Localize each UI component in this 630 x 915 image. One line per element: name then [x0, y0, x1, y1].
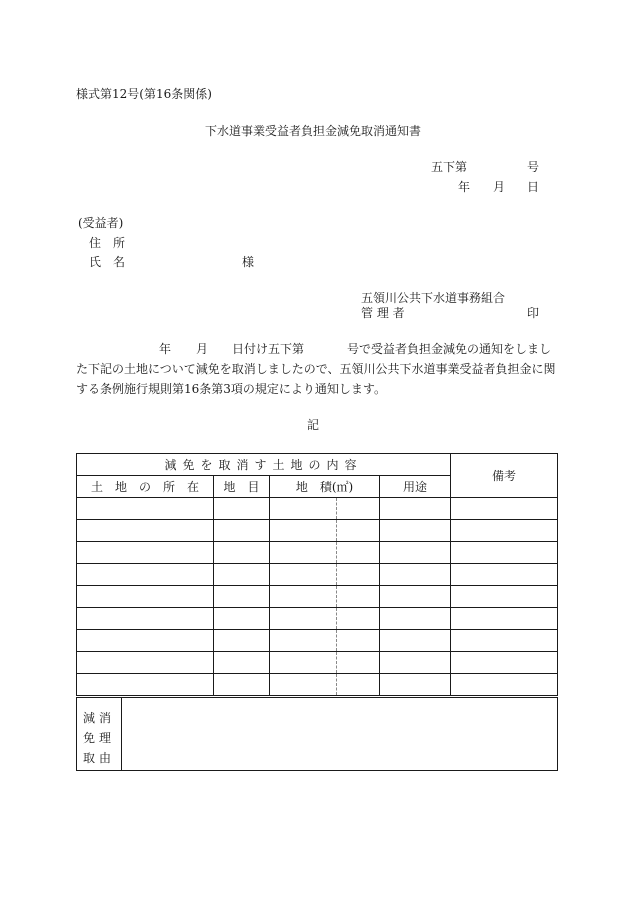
recipient-heading: (受益者) [78, 216, 124, 230]
land-table [76, 453, 558, 696]
name-label: 氏 名 [89, 255, 126, 269]
date-month: 月 [493, 180, 506, 194]
area-integer-cell[interactable] [270, 674, 337, 696]
land-category-cell[interactable] [214, 498, 270, 520]
remarks-cell[interactable] [451, 520, 558, 542]
honorific: 様 [242, 255, 255, 269]
area-integer-cell[interactable] [270, 652, 337, 674]
ki-marker: 記 [307, 418, 320, 432]
location-cell[interactable] [77, 520, 214, 542]
doc-number-suffix: 号 [527, 160, 540, 174]
area-decimal-cell[interactable] [337, 652, 380, 674]
date-day: 日 [527, 180, 540, 194]
location-cell[interactable] [77, 674, 214, 696]
location-cell[interactable] [77, 498, 214, 520]
area-integer-cell[interactable] [270, 520, 337, 542]
table-header-row-1 [77, 454, 558, 476]
land-category-cell[interactable] [214, 520, 270, 542]
remarks-cell[interactable] [451, 652, 558, 674]
address-label: 住 所 [89, 236, 126, 250]
reason-label-line: 取由 [82, 751, 115, 765]
table-row [77, 674, 558, 696]
reason-value[interactable] [122, 698, 558, 771]
body-line3: する条例施行規則第16条第3項の規定により通知します。 [76, 382, 386, 396]
area-integer-cell[interactable] [270, 542, 337, 564]
location-cell[interactable] [77, 564, 214, 586]
date-year: 年 [458, 180, 471, 194]
usage-cell[interactable] [380, 608, 451, 630]
usage-cell[interactable] [380, 498, 451, 520]
area-decimal-cell[interactable] [337, 674, 380, 696]
usage-cell[interactable] [380, 542, 451, 564]
body-line2: た下記の土地について減免を取消しましたので、五領川公共下水道事業受益者負担金に関 [76, 362, 556, 376]
column-header-area: 地 積(㎡) [270, 476, 380, 498]
doc-number-prefix: 五下第 [431, 160, 468, 174]
remarks-cell[interactable] [451, 542, 558, 564]
land-category-cell[interactable] [214, 652, 270, 674]
remarks-cell[interactable] [451, 498, 558, 520]
table-row [77, 586, 558, 608]
group-header: 減免を取消す土地の内容 [77, 454, 451, 476]
table-row [77, 630, 558, 652]
seal-mark: 印 [527, 306, 540, 320]
land-category-cell[interactable] [214, 630, 270, 652]
remarks-cell[interactable] [451, 608, 558, 630]
usage-cell[interactable] [380, 564, 451, 586]
remarks-cell[interactable] [451, 630, 558, 652]
area-decimal-cell[interactable] [337, 608, 380, 630]
area-decimal-cell[interactable] [337, 498, 380, 520]
form-number: 様式第12号(第16条関係) [76, 87, 212, 101]
usage-cell[interactable] [380, 652, 451, 674]
remarks-cell[interactable] [451, 674, 558, 696]
reason-label [77, 698, 122, 771]
area-integer-cell[interactable] [270, 586, 337, 608]
table-row [77, 498, 558, 520]
table-row [77, 520, 558, 542]
remarks-cell[interactable] [451, 564, 558, 586]
location-cell[interactable] [77, 630, 214, 652]
area-integer-cell[interactable] [270, 564, 337, 586]
location-cell[interactable] [77, 586, 214, 608]
column-header-land-category: 地 目 [214, 476, 270, 498]
document-title: 下水道事業受益者負担金減免取消通知書 [205, 124, 422, 138]
area-integer-cell[interactable] [270, 498, 337, 520]
land-category-cell[interactable] [214, 674, 270, 696]
location-cell[interactable] [77, 652, 214, 674]
sender-organization: 五領川公共下水道事務組合 [361, 291, 506, 305]
usage-cell[interactable] [380, 674, 451, 696]
reason-label-line: 減消 [82, 711, 115, 725]
body-year: 年 [159, 342, 172, 356]
reason-label-line: 免理 [82, 731, 115, 745]
area-decimal-cell[interactable] [337, 586, 380, 608]
reason-table [76, 697, 558, 771]
area-decimal-cell[interactable] [337, 630, 380, 652]
land-category-cell[interactable] [214, 542, 270, 564]
location-cell[interactable] [77, 542, 214, 564]
area-decimal-cell[interactable] [337, 564, 380, 586]
table-row [77, 652, 558, 674]
column-header-location: 土 地 の 所 在 [77, 476, 214, 498]
area-integer-cell[interactable] [270, 630, 337, 652]
land-category-cell[interactable] [214, 586, 270, 608]
body-dated: 日付け五下第 [232, 342, 305, 356]
usage-cell[interactable] [380, 586, 451, 608]
location-cell[interactable] [77, 608, 214, 630]
manager-label: 管 理 者 [361, 306, 405, 320]
area-integer-cell[interactable] [270, 608, 337, 630]
table-row [77, 608, 558, 630]
column-header-usage: 用途 [380, 476, 451, 498]
body-line1-rest: 号で受益者負担金減免の通知をしまし [347, 342, 552, 356]
land-category-cell[interactable] [214, 608, 270, 630]
body-month: 月 [196, 342, 209, 356]
area-decimal-cell[interactable] [337, 520, 380, 542]
table-row [77, 542, 558, 564]
area-decimal-cell[interactable] [337, 542, 380, 564]
remarks-cell[interactable] [451, 586, 558, 608]
usage-cell[interactable] [380, 520, 451, 542]
remarks-header: 備考 [451, 454, 558, 498]
usage-cell[interactable] [380, 630, 451, 652]
land-category-cell[interactable] [214, 564, 270, 586]
table-row [77, 564, 558, 586]
